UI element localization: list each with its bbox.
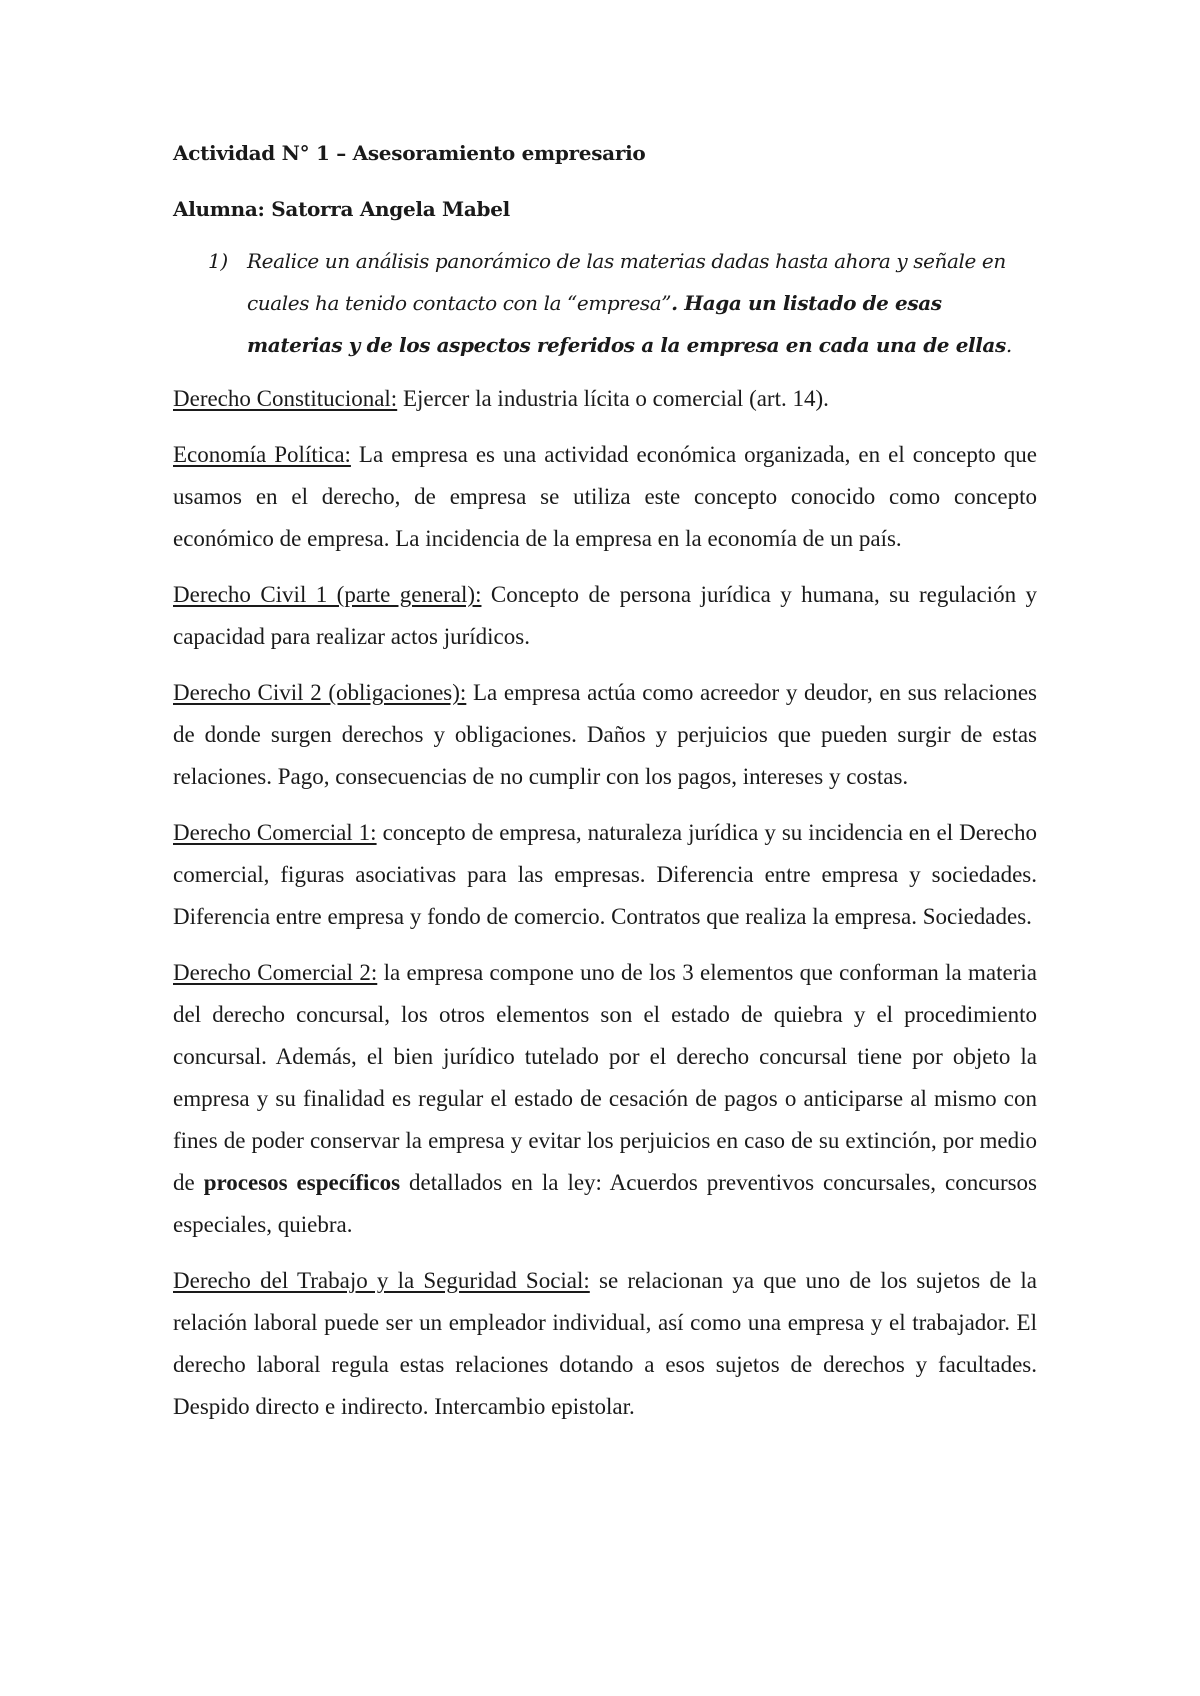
section-derecho-civil-2 <box>173 672 1037 798</box>
document-page <box>173 140 1037 1442</box>
section-text: concepto de empresa, naturaleza jurídica y su incidencia en el Derecho comercial, figuras asociativas para las empresas. Diferencia entre empresa y sociedades. Diferencia entre empresa y fondo de comercio. Contratos que realiza la empresa. Sociedades. <box>173 820 1037 929</box>
section-text: la empresa compone uno de los 3 elementos que conforman la materia del derecho concursal, los otros elementos son el estado de quiebra y el procedimiento concursal. Además, el bien jurídico tutelado por el derecho concursal tiene por objeto la empresa y su finalidad es regular el estado de cesación de pagos o anticiparse al mismo con fines de poder conservar la empresa y evitar los perjuicios en caso de su extinción, por medio de <box>173 960 1037 1195</box>
question-text-part-b: . Haga un listado de esas materias y de los aspectos referidos a la empresa en cada una de ellas <box>247 291 1006 357</box>
section-derecho-comercial-2 <box>173 952 1037 1246</box>
question-text <box>247 240 1037 366</box>
section-subject: Derecho Comercial 1: <box>173 820 377 845</box>
section-subject: Economía Política: <box>173 442 351 467</box>
section-text: La empresa actúa como acreedor y deudor, en sus relaciones de donde surgen derechos y obligaciones. Daños y perjuicios que pueden surgir de estas relaciones. Pago, consecuencias de no cumplir con los pagos, intereses y costas. <box>173 680 1037 789</box>
section-derecho-civil-1 <box>173 574 1037 658</box>
section-derecho-trabajo <box>173 1260 1037 1428</box>
section-text: La empresa es una actividad económica organizada, en el concepto que usamos en el derecho, de empresa se utiliza este concepto conocido como concepto económico de empresa. La incidencia de la empresa en la economía de un país. <box>173 442 1037 551</box>
section-derecho-constitucional <box>173 378 1037 420</box>
section-derecho-comercial-1 <box>173 812 1037 938</box>
section-economia-politica <box>173 434 1037 560</box>
section-text-after: detallados en la ley: Acuerdos preventivos concursales, concursos especiales, quiebra. <box>173 1170 1037 1237</box>
section-bold-text: procesos específicos <box>203 1170 401 1195</box>
section-text: se relacionan ya que uno de los sujetos de la relación laboral puede ser un empleador individual, así como una empresa y el trabajador. El derecho laboral regula estas relaciones dotando a esos sujetos de derechos y facultades. Despido directo e indirecto. Intercambio epistolar. <box>173 1268 1037 1419</box>
student-name: Alumna: Satorra Angela Mabel <box>173 197 510 221</box>
question-text-part-c: . <box>1005 333 1012 357</box>
section-subject: Derecho del Trabajo y la Seguridad Social: <box>173 1268 590 1293</box>
section-subject: Derecho Constitucional: <box>173 386 398 411</box>
section-subject: Derecho Comercial 2: <box>173 960 378 985</box>
section-subject: Derecho Civil 1 (parte general): <box>173 582 482 607</box>
document-title: Actividad N° 1 – Asesoramiento empresario <box>173 141 646 165</box>
section-text: Concepto de persona jurídica y humana, su regulación y capacidad para realizar actos jurídicos. <box>173 582 1038 649</box>
section-text: Ejercer la industria lícita o comercial (art. 14). <box>397 386 829 411</box>
question-number: 1) <box>208 249 228 273</box>
question-text-part-a: Realice un análisis panorámico de las materias dadas hasta ahora y señale en cuales ha tenido contacto con la “empresa” <box>247 249 1006 315</box>
section-subject: Derecho Civil 2 (obligaciones): <box>173 680 467 705</box>
question-item <box>173 240 1037 366</box>
